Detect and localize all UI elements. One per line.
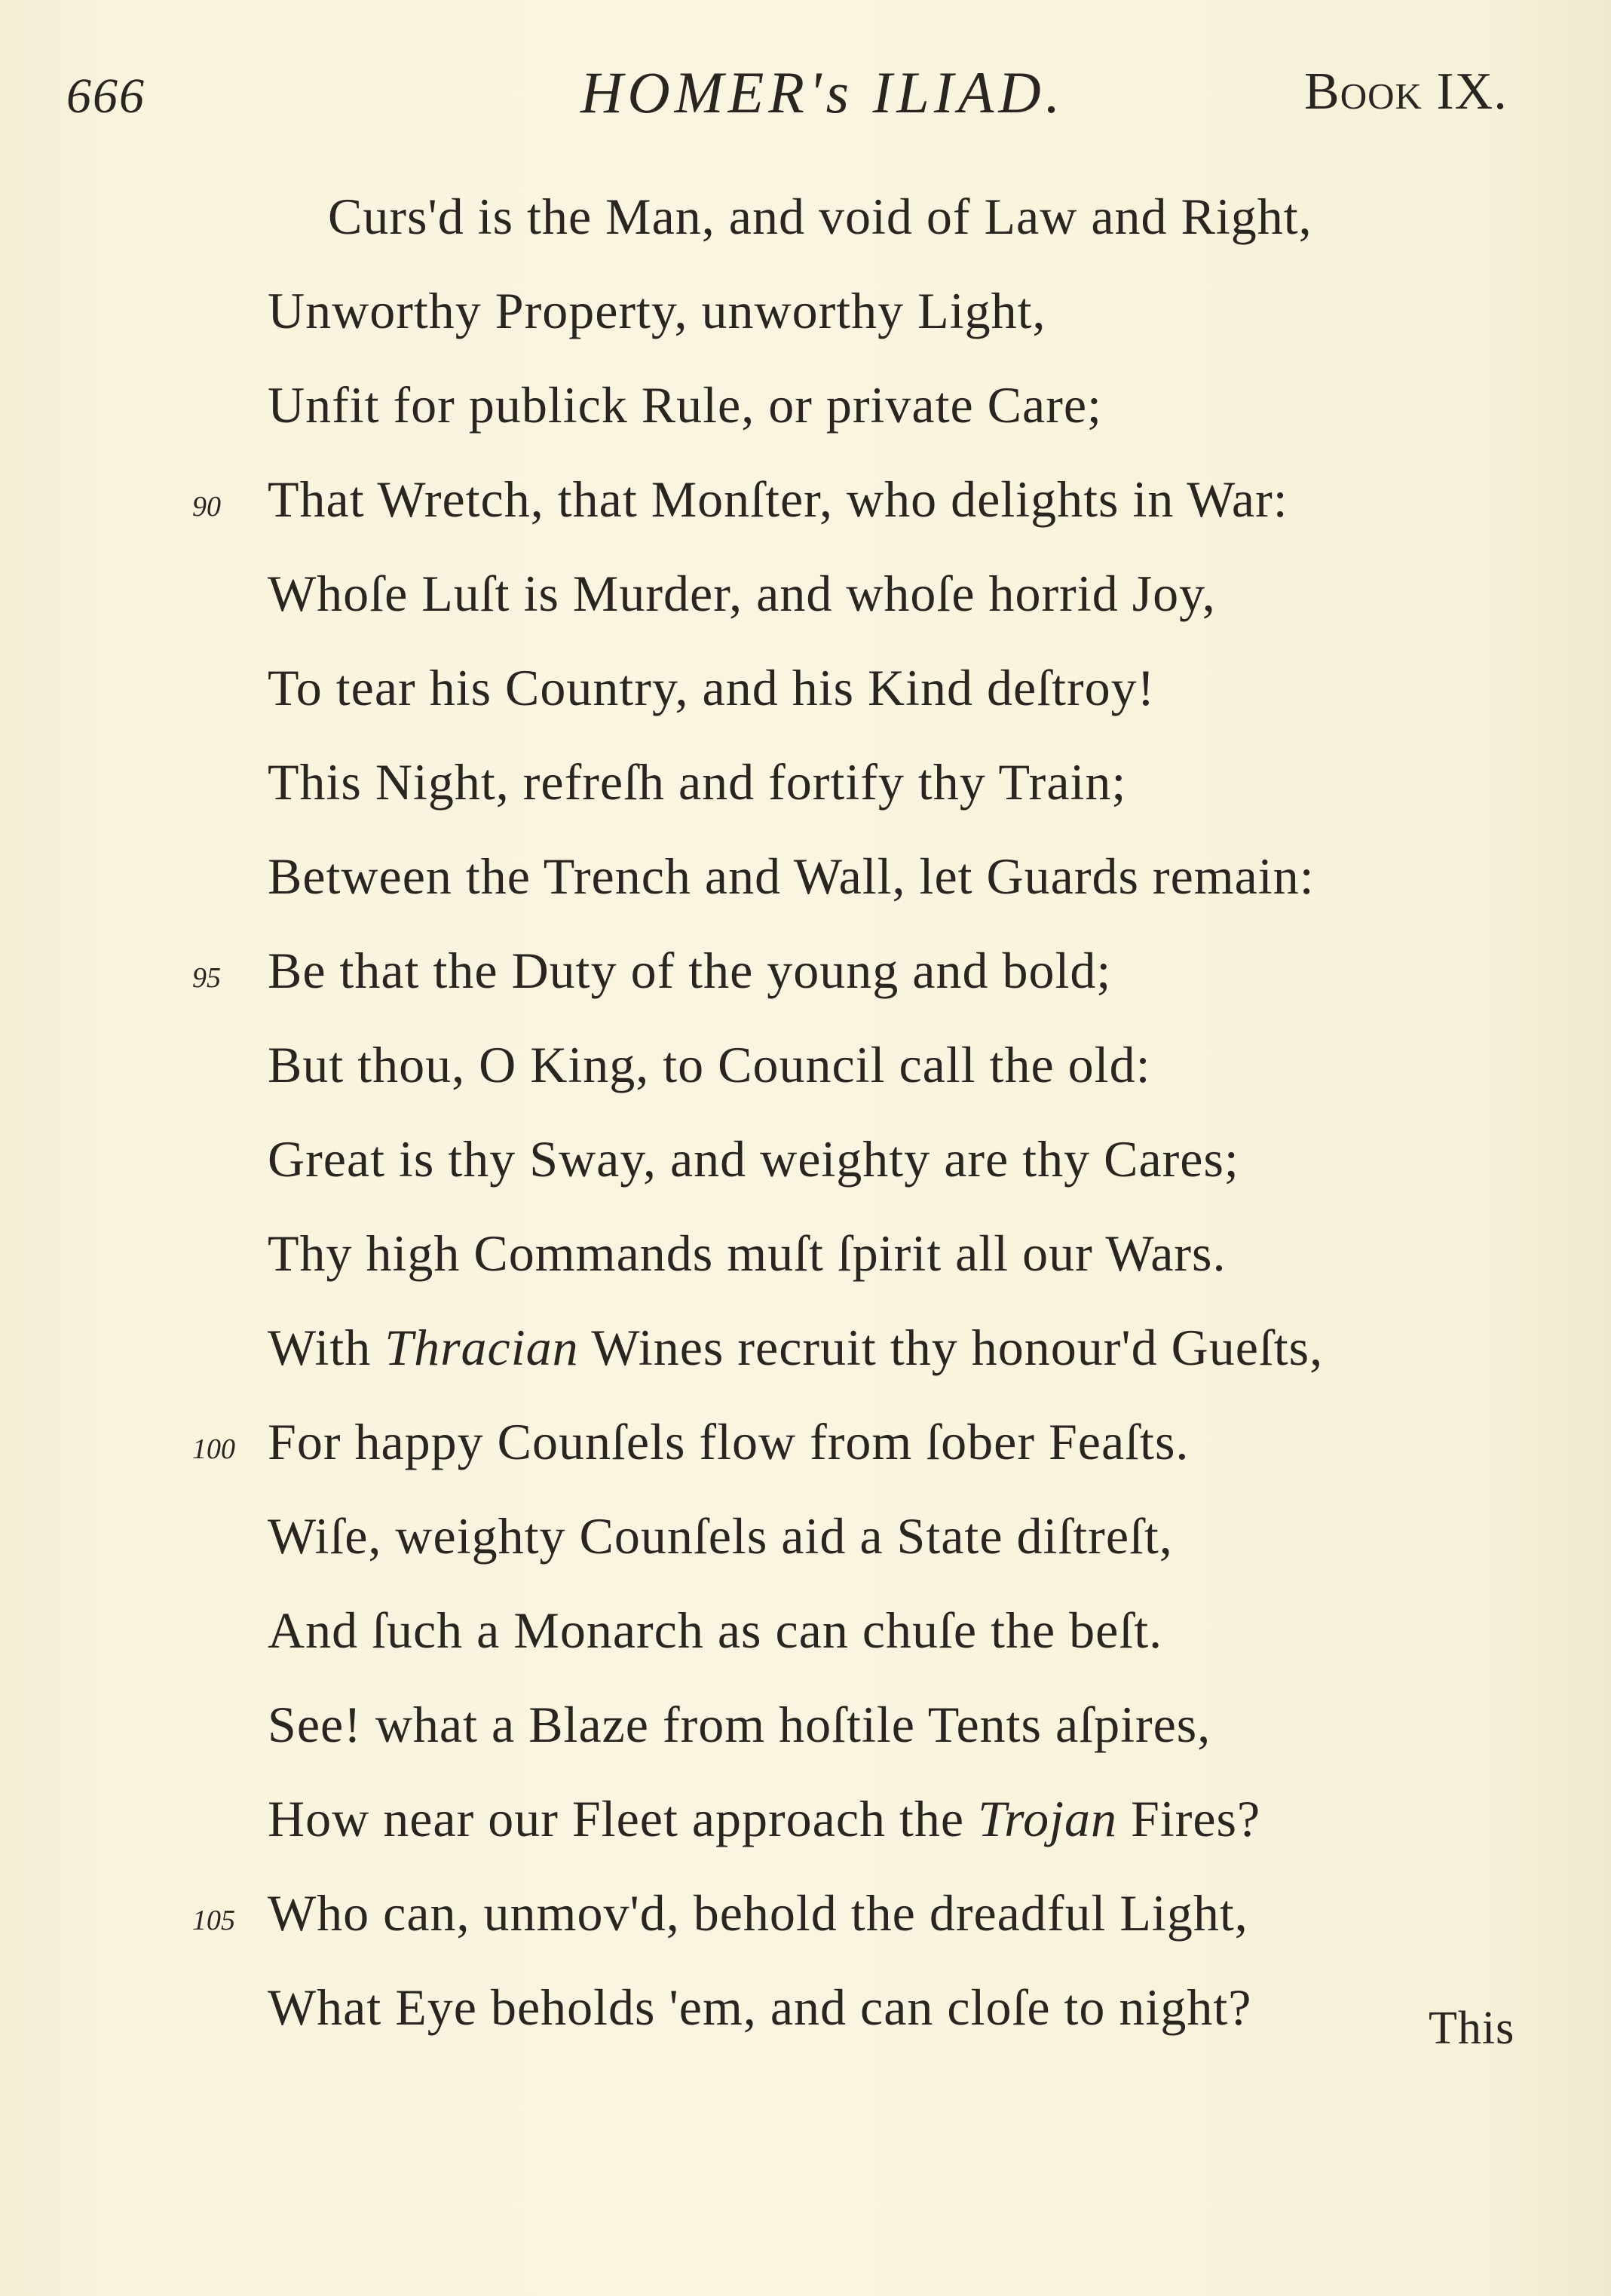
line-text-part: Fires?	[1117, 1790, 1261, 1847]
verse-line	[0, 1489, 1611, 1583]
verse-line	[0, 1206, 1611, 1301]
catchword: This	[1429, 2003, 1515, 2054]
line-text: Whoſe Luſt is Murder, and whoſe horrid Joy,	[268, 565, 1216, 622]
line-text: See! what a Blaze from hoſtile Tents aſpires,	[268, 1696, 1211, 1753]
line-text: Between the Trench and Wall, let Guards remain:	[268, 848, 1315, 905]
verse-line	[0, 264, 1611, 358]
line-number: 95	[192, 962, 221, 994]
verse-line	[0, 924, 1611, 1018]
line-number: 90	[192, 491, 221, 523]
line-text-part: Wines recruit thy honour'd Gueſts,	[578, 1319, 1324, 1376]
line-text: That Wretch, that Monſter, who delights in War:	[268, 471, 1288, 528]
running-title: HOMER's ILIAD.	[580, 60, 1065, 125]
verse-line	[0, 735, 1611, 829]
line-text	[268, 1772, 1260, 1866]
page-header	[0, 45, 1611, 136]
line-text: To tear his Country, and his Kind deſtroy!	[268, 659, 1156, 716]
verse-line	[0, 641, 1611, 735]
verse-line	[0, 358, 1611, 452]
verse-line	[0, 1395, 1611, 1489]
line-number: 105	[192, 1905, 235, 1936]
page-number: 666	[66, 69, 145, 124]
line-text: Be that the Duty of the young and bold;	[268, 942, 1112, 999]
verse-line	[0, 547, 1611, 641]
line-text: Unfit for publick Rule, or private Care;	[268, 376, 1102, 434]
book-label: Book IX.	[1304, 63, 1508, 121]
verse-line	[0, 829, 1611, 924]
italic-word: Thracian	[384, 1319, 579, 1376]
line-text-part: With	[268, 1319, 385, 1376]
line-text: Who can, unmov'd, behold the dreadful Light,	[268, 1884, 1248, 1942]
verse-line	[0, 170, 1611, 264]
line-number: 100	[192, 1433, 235, 1465]
line-text: Curs'd is the Man, and void of Law and Right,	[328, 188, 1312, 245]
line-text: This Night, refreſh and fortify thy Train;	[268, 753, 1127, 811]
verse-line	[0, 1772, 1611, 1866]
verse-line	[0, 1960, 1611, 2055]
line-text: Great is thy Sway, and weighty are thy Cares;	[268, 1130, 1239, 1188]
verse-line	[0, 1018, 1611, 1112]
italic-word: Trojan	[978, 1790, 1118, 1847]
line-text-part: How near our Fleet approach the	[268, 1790, 979, 1847]
verse-line	[0, 1866, 1611, 1960]
line-text	[268, 1301, 1323, 1395]
line-text: What Eye beholds 'em, and can cloſe to night?	[268, 1979, 1252, 2036]
verse-line	[0, 1583, 1611, 1678]
line-text: For happy Counſels flow from ſober Feaſts.	[268, 1413, 1190, 1470]
verse-line	[0, 1301, 1611, 1395]
line-text: Wiſe, weighty Counſels aid a State diſtreſt,	[268, 1507, 1173, 1565]
line-text: And ſuch a Monarch as can chuſe the beſt.	[268, 1602, 1163, 1659]
line-text: But thou, O King, to Council call the old:	[268, 1036, 1151, 1093]
verse-line	[0, 1112, 1611, 1206]
verse-line	[0, 1678, 1611, 1772]
line-text: Thy high Commands muſt ſpirit all our Wars.	[268, 1225, 1227, 1282]
verse-block	[0, 170, 1611, 2055]
line-text: Unworthy Property, unworthy Light,	[268, 282, 1046, 339]
verse-line	[0, 452, 1611, 547]
